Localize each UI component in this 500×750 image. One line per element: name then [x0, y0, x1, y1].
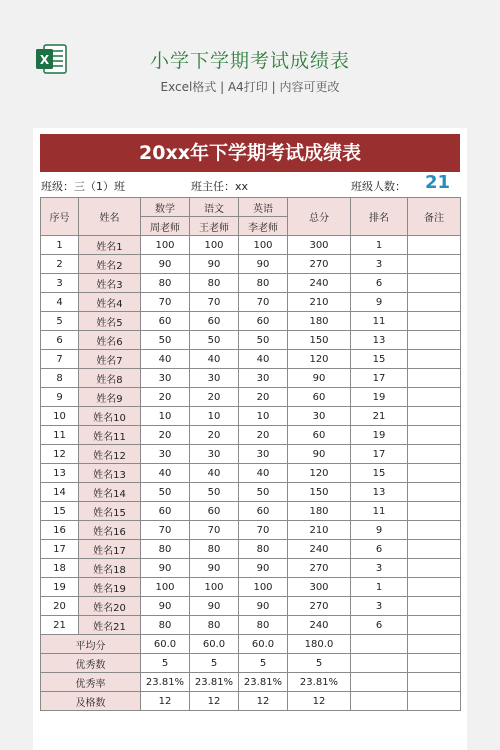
cell-total: 210: [288, 293, 351, 312]
cell-name: 姓名16: [79, 521, 141, 540]
cell-name: 姓名3: [79, 274, 141, 293]
summary-value: 12: [141, 692, 190, 711]
cell-english: 70: [239, 293, 288, 312]
class-label: 班级：三（1）班: [41, 180, 125, 193]
cell-total: 90: [288, 369, 351, 388]
table-row: [41, 559, 461, 578]
summary-value: 5: [288, 654, 351, 673]
cell-math: 30: [141, 369, 190, 388]
cell-english: 60: [239, 502, 288, 521]
cell-chinese: 80: [190, 540, 239, 559]
cell-name: 姓名11: [79, 426, 141, 445]
cell-rank: 19: [351, 388, 408, 407]
cell-note: [408, 464, 461, 483]
cell-math: 30: [141, 445, 190, 464]
cell-name: 姓名8: [79, 369, 141, 388]
cell-total: 270: [288, 597, 351, 616]
cell-english: 50: [239, 331, 288, 350]
cell-index: 6: [41, 331, 79, 350]
header-total: 总分: [288, 198, 351, 236]
cell-chinese: 80: [190, 274, 239, 293]
cell-name: 姓名14: [79, 483, 141, 502]
cell-note: [408, 293, 461, 312]
table-row: [41, 464, 461, 483]
cell-name: 姓名4: [79, 293, 141, 312]
summary-value: 60.0: [190, 635, 239, 654]
cell-note: [408, 369, 461, 388]
cell-english: 100: [239, 578, 288, 597]
cell-rank: 13: [351, 483, 408, 502]
cell-chinese: 30: [190, 369, 239, 388]
summary-row: [41, 673, 461, 692]
cell-chinese: 70: [190, 521, 239, 540]
table-row: [41, 540, 461, 559]
table-row: [41, 483, 461, 502]
page-title: 小学下学期考试成绩表: [149, 50, 350, 72]
cell-chinese: 90: [190, 597, 239, 616]
cell-index: 7: [41, 350, 79, 369]
cell-english: 40: [239, 464, 288, 483]
summary-empty: [408, 673, 461, 692]
cell-math: 20: [141, 426, 190, 445]
table-row: [41, 331, 461, 350]
table-row: [41, 521, 461, 540]
summary-value: 12: [239, 692, 288, 711]
cell-chinese: 100: [190, 236, 239, 255]
summary-row: [41, 635, 461, 654]
cell-note: [408, 388, 461, 407]
table-row: [41, 274, 461, 293]
cell-index: 5: [41, 312, 79, 331]
table-row: [41, 312, 461, 331]
cell-english: 30: [239, 445, 288, 464]
cell-index: 19: [41, 578, 79, 597]
cell-rank: 1: [351, 578, 408, 597]
cell-english: 80: [239, 274, 288, 293]
summary-empty: [351, 635, 408, 654]
sheet-title: 20xx年下学期考试成绩表: [40, 134, 460, 172]
cell-chinese: 70: [190, 293, 239, 312]
cell-chinese: 40: [190, 464, 239, 483]
score-table: [40, 197, 461, 711]
cell-name: 姓名1: [79, 236, 141, 255]
cell-total: 150: [288, 331, 351, 350]
cell-math: 80: [141, 274, 190, 293]
cell-math: 100: [141, 578, 190, 597]
cell-note: [408, 236, 461, 255]
cell-total: 240: [288, 616, 351, 635]
cell-rank: 11: [351, 312, 408, 331]
table-row: [41, 369, 461, 388]
cell-index: 15: [41, 502, 79, 521]
summary-value: 5: [190, 654, 239, 673]
cell-chinese: 40: [190, 350, 239, 369]
svg-text:X: X: [39, 53, 50, 67]
class-count-label: 班级人数：: [351, 180, 406, 193]
cell-name: 姓名5: [79, 312, 141, 331]
class-count-value: 21: [425, 172, 451, 193]
cell-index: 12: [41, 445, 79, 464]
cell-math: 50: [141, 483, 190, 502]
cell-name: 姓名6: [79, 331, 141, 350]
cell-total: 120: [288, 350, 351, 369]
cell-note: [408, 274, 461, 293]
cell-english: 90: [239, 255, 288, 274]
cell-chinese: 10: [190, 407, 239, 426]
cell-index: 13: [41, 464, 79, 483]
cell-name: 姓名13: [79, 464, 141, 483]
header-chinese: 语文: [190, 198, 239, 217]
cell-math: 90: [141, 255, 190, 274]
cell-name: 姓名9: [79, 388, 141, 407]
cell-note: [408, 521, 461, 540]
cell-math: 40: [141, 464, 190, 483]
summary-value: 5: [239, 654, 288, 673]
table-row: [41, 426, 461, 445]
header-english: 英语: [239, 198, 288, 217]
summary-value: 12: [190, 692, 239, 711]
cell-note: [408, 597, 461, 616]
cell-index: 16: [41, 521, 79, 540]
table-row: [41, 293, 461, 312]
header-name: 姓名: [79, 198, 141, 236]
cell-chinese: 50: [190, 331, 239, 350]
cell-math: 70: [141, 293, 190, 312]
cell-note: [408, 559, 461, 578]
cell-total: 150: [288, 483, 351, 502]
cell-note: [408, 578, 461, 597]
summary-value: 12: [288, 692, 351, 711]
cell-name: 姓名19: [79, 578, 141, 597]
cell-name: 姓名17: [79, 540, 141, 559]
summary-label: 及格数: [41, 692, 141, 711]
header-rank: 排名: [351, 198, 408, 236]
cell-total: 270: [288, 559, 351, 578]
cell-name: 姓名10: [79, 407, 141, 426]
cell-index: 8: [41, 369, 79, 388]
cell-total: 300: [288, 236, 351, 255]
summary-row: [41, 654, 461, 673]
cell-total: 30: [288, 407, 351, 426]
cell-math: 10: [141, 407, 190, 426]
cell-total: 60: [288, 388, 351, 407]
cell-chinese: 80: [190, 616, 239, 635]
cell-total: 240: [288, 274, 351, 293]
table-row: [41, 388, 461, 407]
cell-english: 100: [239, 236, 288, 255]
table-row: [41, 578, 461, 597]
cell-note: [408, 312, 461, 331]
cell-chinese: 60: [190, 502, 239, 521]
cell-index: 3: [41, 274, 79, 293]
cell-name: 姓名7: [79, 350, 141, 369]
cell-total: 90: [288, 445, 351, 464]
cell-chinese: 100: [190, 578, 239, 597]
cell-chinese: 20: [190, 426, 239, 445]
table-row: [41, 597, 461, 616]
cell-rank: 15: [351, 464, 408, 483]
cell-english: 30: [239, 369, 288, 388]
table-row: [41, 255, 461, 274]
cell-total: 120: [288, 464, 351, 483]
teacher-label: 班主任：xx: [191, 180, 249, 193]
cell-math: 90: [141, 597, 190, 616]
cell-note: [408, 540, 461, 559]
cell-note: [408, 502, 461, 521]
cell-english: 90: [239, 597, 288, 616]
cell-chinese: 90: [190, 255, 239, 274]
cell-index: 9: [41, 388, 79, 407]
cell-rank: 9: [351, 293, 408, 312]
cell-total: 210: [288, 521, 351, 540]
cell-total: 180: [288, 312, 351, 331]
cell-name: 姓名21: [79, 616, 141, 635]
cell-index: 18: [41, 559, 79, 578]
summary-value: 60.0: [239, 635, 288, 654]
table-row: [41, 502, 461, 521]
cell-rank: 3: [351, 255, 408, 274]
cell-chinese: 90: [190, 559, 239, 578]
cell-index: 21: [41, 616, 79, 635]
summary-value: 23.81%: [190, 673, 239, 692]
header-math-teacher: 周老师: [141, 217, 190, 236]
cell-math: 20: [141, 388, 190, 407]
cell-chinese: 50: [190, 483, 239, 502]
cell-math: 60: [141, 312, 190, 331]
header-math: 数学: [141, 198, 190, 217]
page-subtitle: Excel格式 | A4打印 | 内容可更改: [160, 80, 340, 94]
spreadsheet-preview: [33, 128, 467, 750]
cell-note: [408, 483, 461, 502]
summary-value: 60.0: [141, 635, 190, 654]
cell-rank: 21: [351, 407, 408, 426]
summary-label: 优秀数: [41, 654, 141, 673]
cell-note: [408, 616, 461, 635]
cell-note: [408, 407, 461, 426]
cell-note: [408, 445, 461, 464]
cell-math: 50: [141, 331, 190, 350]
cell-total: 300: [288, 578, 351, 597]
cell-rank: 3: [351, 559, 408, 578]
summary-empty: [408, 654, 461, 673]
cell-english: 20: [239, 426, 288, 445]
cell-math: 40: [141, 350, 190, 369]
cell-rank: 11: [351, 502, 408, 521]
cell-rank: 3: [351, 597, 408, 616]
cell-index: 1: [41, 236, 79, 255]
page-header: [0, 0, 500, 120]
cell-math: 80: [141, 540, 190, 559]
cell-index: 20: [41, 597, 79, 616]
cell-english: 10: [239, 407, 288, 426]
cell-math: 60: [141, 502, 190, 521]
cell-english: 80: [239, 616, 288, 635]
cell-name: 姓名12: [79, 445, 141, 464]
cell-chinese: 30: [190, 445, 239, 464]
cell-rank: 17: [351, 369, 408, 388]
summary-empty: [408, 692, 461, 711]
table-row: [41, 445, 461, 464]
header-chinese-teacher: 王老师: [190, 217, 239, 236]
cell-index: 11: [41, 426, 79, 445]
summary-label: 平均分: [41, 635, 141, 654]
cell-english: 50: [239, 483, 288, 502]
cell-index: 10: [41, 407, 79, 426]
cell-rank: 13: [351, 331, 408, 350]
cell-english: 80: [239, 540, 288, 559]
table-row: [41, 616, 461, 635]
summary-empty: [351, 673, 408, 692]
cell-chinese: 60: [190, 312, 239, 331]
cell-total: 60: [288, 426, 351, 445]
cell-total: 180: [288, 502, 351, 521]
cell-rank: 1: [351, 236, 408, 255]
cell-rank: 6: [351, 274, 408, 293]
cell-name: 姓名15: [79, 502, 141, 521]
cell-note: [408, 331, 461, 350]
cell-rank: 19: [351, 426, 408, 445]
table-row: [41, 236, 461, 255]
summary-value: 23.81%: [239, 673, 288, 692]
table-row: [41, 350, 461, 369]
cell-english: 90: [239, 559, 288, 578]
cell-note: [408, 350, 461, 369]
cell-chinese: 20: [190, 388, 239, 407]
summary-label: 优秀率: [41, 673, 141, 692]
cell-index: 2: [41, 255, 79, 274]
summary-empty: [408, 635, 461, 654]
cell-index: 14: [41, 483, 79, 502]
cell-index: 4: [41, 293, 79, 312]
cell-name: 姓名18: [79, 559, 141, 578]
cell-rank: 15: [351, 350, 408, 369]
table-row: [41, 407, 461, 426]
summary-empty: [351, 654, 408, 673]
summary-row: [41, 692, 461, 711]
cell-total: 240: [288, 540, 351, 559]
header-note: 备注: [408, 198, 461, 236]
cell-name: 姓名2: [79, 255, 141, 274]
cell-english: 60: [239, 312, 288, 331]
cell-math: 70: [141, 521, 190, 540]
summary-value: 180.0: [288, 635, 351, 654]
score-table-body: [41, 236, 461, 711]
summary-value: 23.81%: [288, 673, 351, 692]
cell-math: 100: [141, 236, 190, 255]
summary-value: 5: [141, 654, 190, 673]
cell-rank: 9: [351, 521, 408, 540]
cell-english: 20: [239, 388, 288, 407]
header-index: 序号: [41, 198, 79, 236]
cell-total: 270: [288, 255, 351, 274]
cell-rank: 6: [351, 616, 408, 635]
cell-math: 80: [141, 616, 190, 635]
cell-rank: 6: [351, 540, 408, 559]
summary-value: 23.81%: [141, 673, 190, 692]
cell-note: [408, 255, 461, 274]
cell-english: 70: [239, 521, 288, 540]
cell-math: 90: [141, 559, 190, 578]
cell-index: 17: [41, 540, 79, 559]
cell-name: 姓名20: [79, 597, 141, 616]
cell-english: 40: [239, 350, 288, 369]
cell-note: [408, 426, 461, 445]
header-english-teacher: 李老师: [239, 217, 288, 236]
cell-rank: 17: [351, 445, 408, 464]
summary-empty: [351, 692, 408, 711]
